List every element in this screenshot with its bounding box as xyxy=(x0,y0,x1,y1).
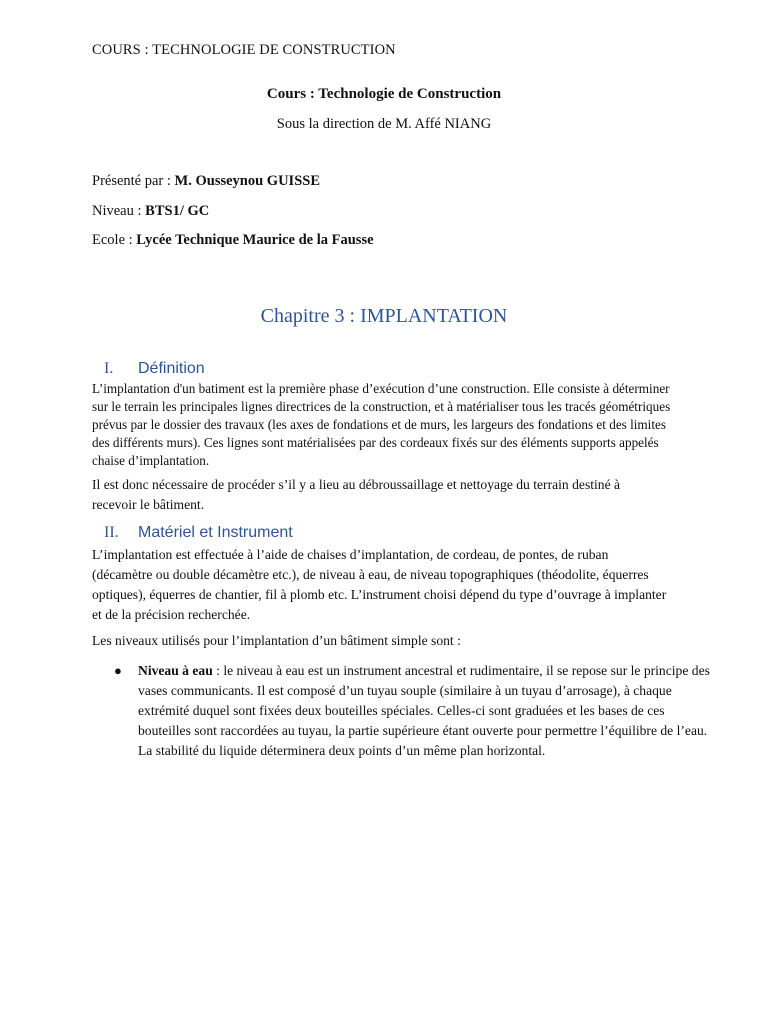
level-value: BTS1/ GC xyxy=(145,203,210,219)
school-label: Ecole : xyxy=(92,232,137,248)
bullet-term: Niveau à eau xyxy=(138,663,213,678)
section-heading-definition xyxy=(104,360,205,378)
bullet-list xyxy=(112,661,712,761)
section-number: I. xyxy=(104,360,114,377)
chapter-title: Chapitre 3 : IMPLANTATION xyxy=(260,305,508,327)
presenter-row xyxy=(92,173,320,190)
presenter-name: M. Ousseynou GUISSE xyxy=(174,173,320,189)
paragraph: Les niveaux utilisés pour l’implantation d’un bâtiment simple sont : xyxy=(92,633,461,648)
level-row xyxy=(92,203,209,220)
list-item xyxy=(112,661,712,761)
course-direction: Sous la direction de M. Affé NIANG xyxy=(276,116,492,132)
running-header: COURS : TECHNOLOGIE DE CONSTRUCTION xyxy=(92,42,396,58)
section-heading-materiel xyxy=(104,524,293,542)
bullet-text: : le niveau à eau est un instrument ancestral et rudimentaire, il se repose sur le principe des vases communicants. Il est composé d’un tuyau souple (similaire à un tuyau d’arrosage), à chaque extrémité duquel sont fixées deux bouteilles spéciales. Celles-ci sont graduées et les bases de ces bouteilles sont raccordées au tuyau, la partie supérieure étant ouverte pour permettre l’équilibre de l’eau. La stabilité du liquide déterminera deux points d’un même plan horizontal. xyxy=(138,663,710,758)
paragraph: Il est donc nécessaire de procéder s’il y a lieu au débroussaillage et nettoyage du terrain destiné à recevoir le bâtiment. xyxy=(92,477,621,512)
school-value: Lycée Technique Maurice de la Fausse xyxy=(136,232,374,248)
course-title: Cours : Technologie de Construction xyxy=(266,86,502,102)
presenter-label: Présenté par : xyxy=(92,173,175,189)
school-row xyxy=(92,232,374,249)
bullet-icon: ● xyxy=(114,663,122,678)
paragraph: L’implantation est effectuée à l’aide de chaises d’implantation, de cordeau, de pontes, de ruban (décamètre ou double décamètre etc.), de niveau à eau, de niveau topographiques (théodolite, équerres optiques), équerres de chantier, fil à plomb etc. L’instrument choisi dépend du type d’ouvrage à implanter et de la précision recherchée. xyxy=(92,547,667,622)
section-title: Définition xyxy=(138,360,205,377)
level-label: Niveau : xyxy=(92,203,146,219)
section-number: II. xyxy=(104,524,119,541)
paragraph: L’implantation d'un batiment est la première phase d’exécution d’une construction. Elle consiste à déterminer sur le terrain les principales lignes directrices de la construction, et à matérialiser tous les tracés géométriques prévus par le dossier des travaux (les axes de fondations et de murs, les largeurs des fondations et des limites des différents murs). Ces lignes sont matérialisées par des cordeaux fixés sur des éléments supports appelés chaise d’implantation. xyxy=(92,381,671,468)
section-title: Matériel et Instrument xyxy=(138,524,293,541)
